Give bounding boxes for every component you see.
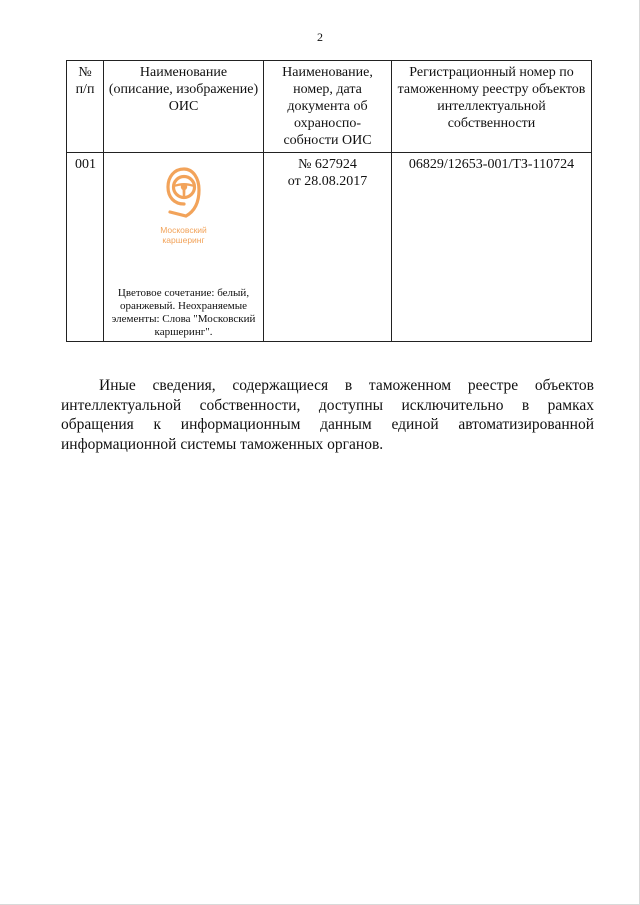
document-number: № 627924 xyxy=(298,157,357,172)
page-number: 2 xyxy=(317,30,323,44)
header-registration-number: Регистрационный номер по таможенному реестру объектов интеллектуальной собственности xyxy=(392,61,592,153)
logo-text-line1: Московский xyxy=(160,225,207,235)
document-date: от 28.08.2017 xyxy=(287,174,368,189)
customs-registry-table xyxy=(66,60,592,342)
registration-number-cell: 06829/12653-001/ТЗ-110724 xyxy=(392,153,592,342)
table-row xyxy=(67,153,592,342)
steering-wheel-nine-logo-icon xyxy=(139,164,229,220)
info-paragraph: Иные сведения, содержащиеся в таможенном реестре объектов интеллектуальной собственности, доступны исключительно в рамках обращения к информационным данным единой автоматизированной информационной системы таможенных органов. xyxy=(61,377,594,453)
trademark-cell xyxy=(104,153,264,342)
header-document: Наименование, номер, дата документа об охраноспо-собности ОИС xyxy=(264,61,392,153)
header-object-name: Наименование (описание, изображение) ОИС xyxy=(104,61,264,153)
trademark-logo xyxy=(139,164,229,245)
header-number: № п/п xyxy=(67,61,104,153)
row-number: 001 xyxy=(67,153,104,342)
logo-text-line2: каршеринг xyxy=(162,235,205,245)
document-cell xyxy=(264,153,392,342)
trademark-description: Цветовое сочетание: белый, оранжевый. Неохраняемые элементы: Слова "Московский каршеринг". xyxy=(111,287,256,338)
table-header-row xyxy=(67,61,592,153)
